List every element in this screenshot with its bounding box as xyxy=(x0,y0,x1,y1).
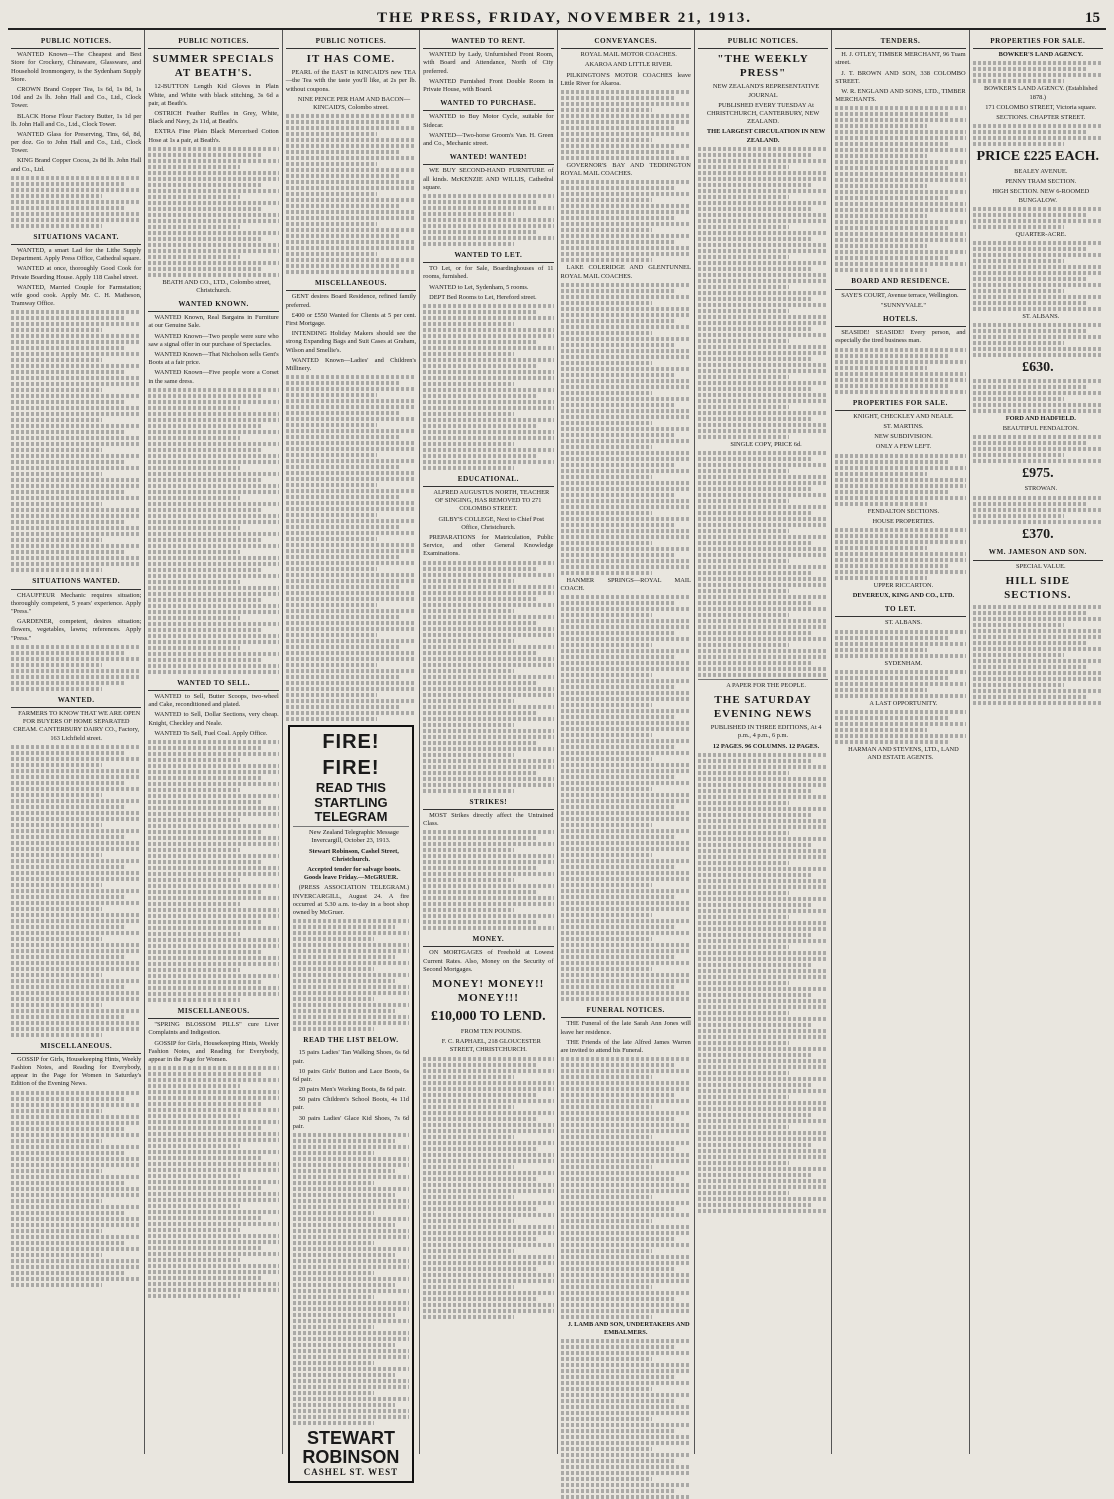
ad: EXTRA Fine Plain Black Mercerised Cotton Hose at 1s a pair, at Beath's. xyxy=(148,128,279,144)
section-heading: MISCELLANEOUS. xyxy=(11,1040,141,1054)
ad: NINE PENCE PER HAM AND BACON—KINCAID'S, Colombo street. xyxy=(297,95,411,112)
section-heading: WM. JAMESON AND SON. xyxy=(973,546,1103,560)
ad: H. J. OTLEY, TIMBER MERCHANT, 96 Tuam street. xyxy=(835,51,966,67)
ad: STROWAN. xyxy=(1024,485,1058,493)
divider xyxy=(293,826,409,827)
price: £630. xyxy=(1022,360,1054,376)
ad: HIGH SECTION. NEW 6-ROOMED BUNGALOW. xyxy=(992,188,1090,204)
ad: 12 PAGES. 96 COLUMNS. 12 PAGES. xyxy=(712,742,820,750)
ad: HARMAN AND STEVENS, LTD., LAND AND ESTATE AGENTS. xyxy=(848,746,959,762)
section-heading: FUNERAL NOTICES. xyxy=(561,1004,691,1018)
fine-print xyxy=(423,830,553,930)
telegram-line: Stewart Robinson, Cashel Street, Christchurch. xyxy=(308,847,399,863)
ad: CROWN Brand Copper Tea, 1s 6d, 1s 8d, 1s 10d and 2s lb. John Hall and Co., Ltd., Clock Tower. xyxy=(11,85,142,110)
ad: ROYAL MAIL MOTOR COACHES. xyxy=(580,51,677,59)
ad: WANTED Furnished Front Double Room in Private House, with Board. xyxy=(423,77,554,93)
section-heading: WANTED TO LET. xyxy=(423,249,553,263)
ad: SPECIAL VALUE. xyxy=(1016,562,1066,570)
ad: 12-BUTTON Length Kid Gloves in Plain White, and White with black stitching, 3s 6d a pair, at Beath's. xyxy=(148,83,279,107)
fine-print xyxy=(973,435,1103,463)
ad: KNIGHT, CHECKLEY AND NEALE. xyxy=(853,412,954,420)
ad: PILKINGTON'S MOTOR COACHES leave Little River for Akaroa. xyxy=(560,71,691,87)
ad: ST. ALBANS. xyxy=(1022,313,1060,320)
fine-print xyxy=(835,528,965,580)
section-heading: MISCELLANEOUS. xyxy=(286,277,416,291)
ad: PREPARATIONS for Matriculation, Public Service, and other General Knowledge Examinations. xyxy=(423,534,554,558)
ad: A PAPER FOR THE PEOPLE. xyxy=(726,681,806,689)
column-2 xyxy=(145,30,282,1454)
section-heading: PUBLIC NOTICES. xyxy=(286,35,416,49)
fine-print xyxy=(11,176,141,228)
section-heading: TENDERS. xyxy=(835,35,965,49)
telegram-line: Accepted tender for salvage boots. Goods leave Friday.—McGRUER. xyxy=(303,865,401,882)
list-item: 30 pairs Ladies' Glace Kid Shoes, 7s 6d pair. xyxy=(292,1114,410,1130)
price: £975. xyxy=(1022,466,1054,482)
page-number: 15 xyxy=(1085,10,1100,26)
fine-print xyxy=(148,147,278,277)
price: PRICE £225 EACH. xyxy=(976,149,1100,165)
ad: "SUNNYVALE." xyxy=(880,301,926,309)
ad: SEASIDE! SEASIDE! Every person, and especially the tired business man. xyxy=(835,329,966,345)
fine-print xyxy=(973,379,1103,413)
ad: HANMER SPRINGS—ROYAL MAIL COACH. xyxy=(560,576,691,592)
evening-news-title: THE SATURDAY EVENING NEWS xyxy=(713,694,813,721)
ad: FROM TEN POUNDS. xyxy=(460,1028,522,1036)
masthead xyxy=(8,6,1106,30)
ad: WANTED, Married Couple for Farmstation; wife good cook. Apply Mr. C. H. Matheson, Tramway Office. xyxy=(11,283,142,308)
list-item: 10 pairs Girls' Button and Lace Boots, 6s 6d pair. xyxy=(292,1067,410,1083)
section-heading: WANTED TO SELL. xyxy=(148,677,278,691)
ad: NEW SUBDIVISION. xyxy=(874,433,933,441)
column-7 xyxy=(832,30,969,1454)
ad: BEAUTIFUL FENDALTON. xyxy=(1002,425,1079,433)
ad: GOSSIP for Girls, Housekeeping Hints, Weekly Fashion Notes, and Reading for Everybody, appear in the Page for Women. xyxy=(148,1039,279,1063)
ad: WANTED Known—Ladies' and Children's Millinery. xyxy=(285,356,417,372)
ad: FENDALTON SECTIONS. xyxy=(867,507,940,515)
fine-print xyxy=(698,147,828,439)
section-heading: PROPERTIES FOR SALE. xyxy=(835,397,965,411)
columns xyxy=(8,30,1106,1477)
ad: BOWKER'S LAND AGENCY. (Established 1878.) xyxy=(984,85,1098,101)
ad: WANTED to Sell, Butter Scoops, two-wheel and Cake, reconditioned and plated. xyxy=(148,693,279,709)
section-heading: CONVEYANCES. xyxy=(561,35,691,49)
ad: GILBY'S COLLEGE, Next to Chief Post Office, Christchurch. xyxy=(438,515,545,531)
ad: GOVERNOR'S BAY AND TEDDINGTON ROYAL MAIL COACHES. xyxy=(560,161,691,178)
fine-print xyxy=(561,180,691,262)
section-heading: BOARD AND RESIDENCE. xyxy=(835,275,965,289)
fine-print xyxy=(973,241,1103,311)
ad-headline: SUMMER SPECIALS AT BEATH'S. xyxy=(152,53,275,80)
fine-print xyxy=(148,388,278,674)
ad: PUBLISHED EVERY TUESDAY At CHRISTCHURCH, CANTERBURY, NEW ZEALAND. xyxy=(706,101,820,126)
fine-print xyxy=(835,106,965,272)
fine-print xyxy=(11,310,141,572)
fine-print xyxy=(835,454,965,506)
fine-print xyxy=(11,1091,141,1287)
section-heading: WANTED TO PURCHASE. xyxy=(423,97,553,111)
ad: BOWKER'S LAND AGENCY. xyxy=(998,51,1084,59)
ad: SYDENHAM. xyxy=(884,659,923,667)
section-heading: PUBLIC NOTICES. xyxy=(148,35,278,49)
fine-print xyxy=(423,1057,553,1319)
fire-sub1: READ THIS xyxy=(315,780,386,796)
ad: WANTED Known—The Cheapest and Best Store for Crockery, Chinaware, Glassware, and Household Ironmongery, is the Sydenham Supply Store. xyxy=(11,51,142,83)
ad: LAKE COLERIDGE AND GLENTUNNEL ROYAL MAIL COACHES. xyxy=(560,264,691,280)
ad: THE LARGEST CIRCULATION IN NEW ZEALAND. xyxy=(706,128,826,144)
ad: "SPRING BLOSSOM PILLS" cure Liver Complaints and Indigestion. xyxy=(148,1021,279,1037)
ad: WANTED Known—That Nicholson sells Gent's Boots at a fair price. xyxy=(148,351,279,367)
ad: DEVEREUX, KING AND CO., LTD. xyxy=(852,592,955,600)
ad: WANTED—Two-horse Groom's Van. H. Green and Co., Mechanic street. xyxy=(423,131,554,147)
list-heading: READ THE LIST BELOW. xyxy=(303,1036,399,1045)
ad: INTENDING Holiday Makers should see the strong Expanding Bags and Suit Cases at Graham, Wilson and Smellie's. xyxy=(285,330,417,354)
ad: £400 or £550 Wanted for Clients at 5 per cent. First Mortgage. xyxy=(285,311,417,328)
ad: ST. MARTINS. xyxy=(883,422,924,430)
ad: QUARTER-ACRE. xyxy=(1015,230,1067,238)
ad: WANTED To Sell, Fuel Coal. Apply Office. xyxy=(154,729,268,737)
fine-print xyxy=(698,451,828,677)
ad: PUBLISHED IN THREE EDITIONS, At 4 p.m., 4 p.m., 6 p.m. xyxy=(710,724,822,740)
fine-print xyxy=(293,1133,409,1425)
ad: SAYE'S COURT, Avenue terrace, Wellington. xyxy=(841,291,959,299)
firm-address: CASHEL ST. WEST xyxy=(303,1466,399,1477)
fine-print xyxy=(11,645,141,691)
fine-print xyxy=(561,283,691,575)
fine-print xyxy=(835,710,965,744)
column-5 xyxy=(558,30,695,1454)
ad: GENT desires Board Residence, refined family preferred. xyxy=(285,293,417,309)
ad: WANTED by Lady, Unfurnished Front Room, with Board and Attendance, North of City preferred. xyxy=(423,51,554,75)
ad: WANTED Glass for Preserving, Tins, 6d, 8d, per doz. Go to John Hall and Co., Ltd., Clock Tower. xyxy=(11,130,142,155)
column-8 xyxy=(970,30,1106,1454)
fine-print xyxy=(286,114,416,274)
ad: BEATH AND CO., LTD., Colombo street, Christchurch. xyxy=(162,278,271,294)
ad: WANTED Known—Two people were sure who saw a signal offer in our purchase of Spectacles. xyxy=(148,332,279,348)
ad: W. R. ENGLAND AND SONS, LTD., TIMBER MERCHANTS. xyxy=(835,87,966,104)
ad: GOSSIP for Girls, Housekeeping Hints, Weekly Fashion Notes, and Reading for Everybody, appear in the Page for Women in Saturday's Edition of the Evening News. xyxy=(11,1055,142,1088)
fine-print xyxy=(973,207,1103,229)
ad: ST. ALBANS. xyxy=(884,619,922,627)
fine-print xyxy=(973,124,1103,146)
column-1 xyxy=(8,30,145,1454)
ad: SECTIONS. CHAPTER STREET. xyxy=(996,113,1086,121)
fine-print xyxy=(561,90,691,160)
section-heading: SITUATIONS VACANT. xyxy=(11,231,141,245)
ad: WANTED to Buy Motor Cycle, suitable for Sidecar. xyxy=(423,113,554,129)
ad: GARDENER, competent, desires situation; flowers, vegetables, lawns; references. Apply "Press." xyxy=(11,618,142,642)
list-item: 15 pairs Ladies' Tan Walking Shoes, 6s 6d pair. xyxy=(292,1049,410,1065)
section-heading: TO LET. xyxy=(835,603,965,617)
fine-print xyxy=(973,61,1103,83)
section-heading: WANTED TO RENT. xyxy=(423,35,553,49)
section-heading: PUBLIC NOTICES. xyxy=(698,35,828,49)
ad: WANTED to Sell, Dollar Sections, very cheap. Knight, Checkley and Neale. xyxy=(148,711,279,727)
ad: WANTED, a smart Lad for the Lithe Supply Department. Apply Press Office, Cathedral square. xyxy=(11,247,142,263)
ad: NEW ZEALAND'S REPRESENTATIVE JOURNAL xyxy=(712,83,820,99)
ad: MOST Strikes directly affect the Untrained Class. xyxy=(423,811,554,827)
fine-print xyxy=(423,194,553,246)
ad: WANTED at once, thoroughly Good Cook for Private Boarding House. Apply 118 Cashel street. xyxy=(11,265,142,281)
fine-print xyxy=(561,1057,691,1319)
ad: ONLY A FEW LEFT. xyxy=(875,443,932,451)
ad: BLACK Horse Flour Factory Butter, 1s 1d per lb. John Hall and Co., Ltd., Clock Tower. xyxy=(11,112,142,128)
section-heading: SITUATIONS WANTED. xyxy=(11,575,141,589)
ad: HOUSE PROPERTIES. xyxy=(872,517,935,525)
ad: WE BUY SECOND-HAND FURNITURE of all kinds. McKENZIE AND WILLIS, Cathedral square. xyxy=(423,167,554,191)
section-heading: STRIKES! xyxy=(423,796,553,810)
column-4 xyxy=(420,30,557,1454)
newspaper-title: THE PRESS, FRIDAY, NOVEMBER 21, 1913. xyxy=(376,10,753,26)
fine-print xyxy=(561,1339,691,1499)
fine-print xyxy=(835,348,965,394)
ad: J. LAMB AND SON, UNDERTAKERS AND EMBALMERS. xyxy=(567,1321,690,1337)
fine-print xyxy=(423,304,553,470)
list-item: 20 pairs Men's Working Boots, 8s 6d pair. xyxy=(298,1086,406,1094)
ad: AKAROA AND LITTLE RIVER. xyxy=(584,61,673,69)
ad-headline: HILL SIDE SECTIONS. xyxy=(1004,574,1072,601)
weekly-press-title: "THE WEEKLY PRESS" xyxy=(717,53,809,80)
fine-print xyxy=(835,630,965,658)
ad: KING Brand Copper Cocoa, 2s 8d lb. John Hall and Co., Ltd. xyxy=(11,157,142,173)
ad: PEARL of the EAST in KINCAID'S new TEA—the Tea with the taste you'll like, at 2s per lb. without coupons. xyxy=(285,69,417,93)
column-3 xyxy=(283,30,420,1477)
section-heading: MONEY. xyxy=(423,933,553,947)
ad: 171 COLOMBO STREET, Victoria square. xyxy=(985,103,1097,111)
fire-headline: FIRE! FIRE! xyxy=(322,731,380,779)
fine-print xyxy=(423,561,553,793)
telegram-body: (PRESS ASSOCIATION TELEGRAM.) INVERCARGILL, August 24. A fire occurred at 5.30 a.m. to-day in a boot shop owned by McGruer. xyxy=(292,884,410,916)
firm-name: STEWART ROBINSON xyxy=(302,1428,400,1467)
fine-print xyxy=(293,919,409,1031)
section-heading: MISCELLANEOUS. xyxy=(148,1005,278,1019)
ad: THE Friends of the late Alfred James Warren are invited to attend his Funeral. xyxy=(560,1038,691,1054)
section-heading: PUBLIC NOTICES. xyxy=(11,35,141,49)
telegram-line: New Zealand Telegraphic Message Invercargill, October 23, 1913. xyxy=(309,829,399,845)
fine-print xyxy=(973,323,1103,357)
fine-print xyxy=(286,375,416,721)
ad: SINGLE COPY, PRICE 6d. xyxy=(730,440,802,448)
ad: FARMERS TO KNOW THAT WE ARE OPEN FOR BUYERS OF HOME SEPARATED CREAM. CANTERBURY DAIRY CO., Factory, 163 Lichfield street. xyxy=(13,709,141,742)
ad: PENNY TRAM SECTION. xyxy=(1005,178,1077,186)
ad: FORD AND HADFIELD. xyxy=(1005,415,1076,423)
money-headline: MONEY! MONEY!! MONEY!!! xyxy=(432,977,545,1005)
section-heading: EDUCATIONAL. xyxy=(423,473,553,487)
ad-headline: IT HAS COME. xyxy=(306,53,396,66)
fine-print xyxy=(561,595,691,1001)
ad: J. T. BROWN AND SON, 338 COLOMBO STREET. xyxy=(835,69,966,85)
ad: ALFRED AUGUSTUS NORTH, TEACHER OF SINGING, HAS REMOVED TO 271 COLOMBO STREET. xyxy=(433,489,550,513)
list-item: 50 pairs Children's School Boots, 4s 11d pair. xyxy=(292,1096,410,1112)
ad: A LAST OPPORTUNITY. xyxy=(869,699,938,707)
ad: ON MORTGAGES of Freehold at Lowest Current Rates. Also, Money on the Security of Second Mortgages. xyxy=(423,949,554,973)
section-heading: PROPERTIES FOR SALE. xyxy=(973,35,1103,49)
section-heading: HOTELS. xyxy=(835,313,965,327)
ad: BEALEY AVENUE. xyxy=(1014,168,1068,176)
ad: F. C. RAPHAEL, 218 GLOUCESTER STREET, CHRISTCHURCH. xyxy=(441,1038,541,1054)
fine-print xyxy=(148,1066,278,1298)
ad: DEPT Bed Rooms to Let, Hereford street. xyxy=(429,293,537,301)
fine-print xyxy=(698,753,828,1213)
fine-print xyxy=(835,670,965,698)
price: £370. xyxy=(1022,526,1054,542)
section-heading: WANTED! WANTED! xyxy=(423,151,553,165)
column-6 xyxy=(695,30,832,1454)
fire-sale-advertisement xyxy=(288,725,414,1483)
money-amount: £10,000 TO LEND. xyxy=(431,1009,546,1025)
fine-print xyxy=(11,745,141,1037)
fine-print xyxy=(148,740,278,1002)
fire-sub2: STARTLING TELEGRAM xyxy=(314,794,388,824)
fine-print xyxy=(973,605,1103,705)
ad: UPPER RICCARTON. xyxy=(873,581,934,589)
ad: WANTED Known—Five people wore a Corset in the same dress. xyxy=(148,369,279,385)
ad: CHAUFFEUR Mechanic requires situation; thoroughly competent, 5 years' experience. Apply "Press." xyxy=(11,591,142,615)
ad: WANTED to Let, Sydenham, 5 rooms. xyxy=(429,283,529,291)
divider xyxy=(698,679,828,680)
section-heading: WANTED. xyxy=(11,694,141,708)
ad: OSTRICH Feather Ruffles in Grey, White, Black and Navy, 2s 11d, at Beath's. xyxy=(148,109,279,126)
ad: TO Let, or for Sale, Boardinghouses of 11 rooms, furnished. xyxy=(423,265,554,281)
section-heading: WANTED KNOWN. xyxy=(148,298,278,312)
ad: THE Funeral of the late Sarah Ann Jones will leave her residence. xyxy=(560,1020,691,1036)
ad: WANTED Known, Real Bargains in Furniture at our Genuine Sale. xyxy=(148,314,279,330)
fine-print xyxy=(973,496,1103,524)
